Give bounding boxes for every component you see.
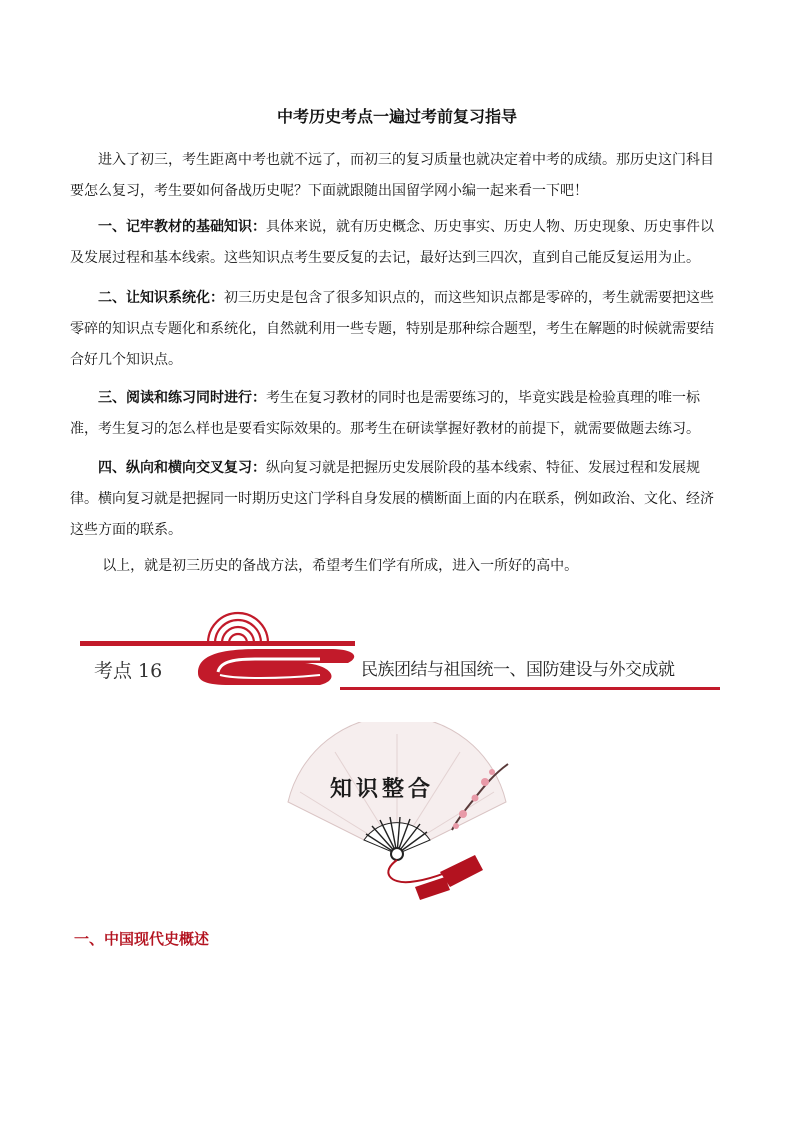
point-text-2: 初三历史是包含了很多知识点的，而这些知识点都是零碎的，考生就需要把这些零碎的知识点专题化和系统化，自然就利用一些专题，特别是那种综合题型，考生在解题的时候就需要结合好几个知识点。 <box>70 290 714 368</box>
topic-number-label: 考点 16 <box>94 660 163 682</box>
knowledge-integration-title: 知识整合 <box>330 776 435 802</box>
point-paragraph-3 <box>70 383 724 445</box>
point-lead-3: 三、阅读和练习同时进行： <box>98 390 266 406</box>
point-lead-1: 一、记牢教材的基础知识： <box>98 219 266 235</box>
point-text-1: 具体来说，就有历史概念、历史事实、历史人物、历史现象、历史事件以及发展过程和基本线索。这些知识点考生要反复的去记，最好达到三四次，直到自己能反复运用为止。 <box>70 219 714 266</box>
intro-paragraph: 进入了初三，考生距离中考也就不远了，而初三的复习质量也就决定着中考的成绩。那历史这门科目要怎么复习，考生要如何备战历史呢？下面就跟随出国留学网小编一起来看一下吧！ <box>70 152 714 199</box>
topic-title: 民族团结与祖国统一、国防建设与外交成就 <box>361 660 675 680</box>
section-heading: 一、中国现代史概述 <box>74 930 210 948</box>
point-paragraph-1 <box>70 212 724 274</box>
topic-banner-decoration <box>80 605 730 695</box>
point-lead-2: 二、让知识系统化： <box>98 290 224 306</box>
conclusion-paragraph: 以上，就是初三历史的备战方法，希望考生们学有所成，进入一所好的高中。 <box>102 558 579 574</box>
point-text-4: 纵向复习就是把握历史发展阶段的基本线索、特征、发展过程和发展规律。横向复习就是把握同一时期历史这门学科自身发展的横断面上面的内在联系，例如政治、文化、经济这些方面的联系。 <box>70 460 714 538</box>
document-title: 中考历史考点一遍过考前复习指导 <box>276 107 517 126</box>
point-paragraph-2 <box>70 283 724 376</box>
point-lead-4: 四、纵向和横向交叉复习： <box>98 460 266 476</box>
point-text-3: 考生在复习教材的同时也是需要练习的，毕竟实践是检验真理的唯一标准，考生复习的怎么样也是要看实际效果的。那考生在研读掌握好教材的前提下，就需要做题去练习。 <box>70 390 700 437</box>
folding-fan-illustration <box>280 722 514 902</box>
point-paragraph-4 <box>70 453 724 546</box>
